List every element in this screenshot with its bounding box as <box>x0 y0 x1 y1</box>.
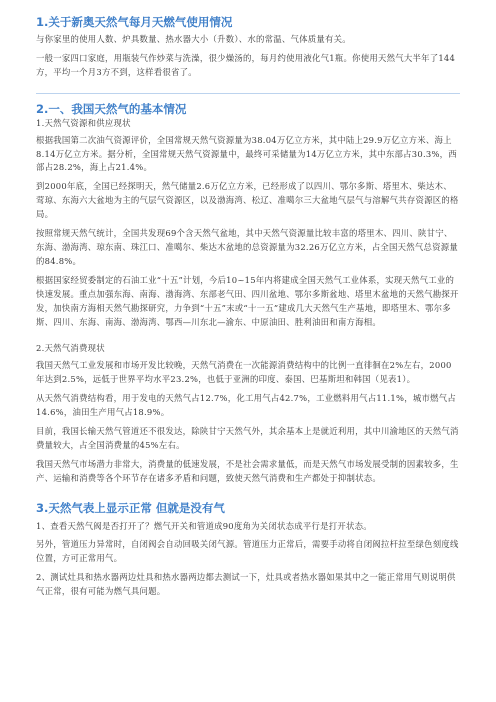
paragraph: 与你家里的使用人数、炉具数量、热水器大小（升数）、水的常温、气体质量有关。 <box>36 34 351 44</box>
subsection-title: 2.天然气消费现状 <box>36 343 105 354</box>
paragraph: 按照常规天然气统计，全国共发现69个含天然气盆地，其中天然气资源量比较丰富的塔里木、四川、陕甘宁、东海、渤海湾、琼东南、珠江口、准噶尔、柴达木盆地的总资源量为32.26万亿立方米，占全国天然气总资源量的84.8%。 <box>36 228 458 266</box>
paragraph: 到2000年底，全国已经探明天，然气储量2.6万亿立方米，已经形成了以四川、鄂尔多斯、塔里木、柴达木、莺琼、东海六大盆地为主的气层气资源区，以及渤海湾、松辽、准噶尔三大盆地气层气与溶解气共存资源区的格局。 <box>36 181 459 220</box>
paragraph: 另外，管道压力异常时，自闭阀会自动回吸关闭气源。管道压力正常后，需要手动将自闭阀拉杆拉至绿色刻度线位置，方可正常用气。 <box>36 539 459 564</box>
paragraph: 我国天然气工业发展和市场开发比较晚，天然气消费在一次能源消费结构中的比例一直徘徊在2%左右，2000年达到2.5%，远低于世界平均水平23.2%，也低于亚洲的印度、泰国、巴基斯坦和韩国（见表1）。 <box>36 360 452 385</box>
section-divider <box>36 93 460 94</box>
paragraph: 从天然气消费结构看，用于发电的天然气占12.7%，化工用气占42.7%，工业燃料用气占11.1%，城市燃气占14.6%，油田生产用气占18.9%。 <box>36 393 456 418</box>
section-heading-2: 2.一、我国天然气的基本情况 <box>36 101 187 116</box>
paragraph: 2、测试灶具和热水器两边灶具和热水器两边都去测试一下，灶具或者热水器如果其中之一能正常用气则说明供气正常，很有可能为燃气具问题。 <box>36 572 456 597</box>
paragraph: 根据我国第二次油气资源评价，全国常规天然气资源量为38.04万亿立方米，其中陆上29.9万亿立方米、海上8.14万亿立方米。据分析，全国常规天然气资源量中，最终可采储量为14万亿立方米，其中东部占30.3%，西部占28.2%，海上占21.4%。 <box>36 134 457 173</box>
paragraph: 1、查看天然气阀是否打开了？燃气开关和管道成90度角为关闭状态成平行是打开状态。 <box>36 520 372 531</box>
paragraph: 目前，我国长输天然气管道还不很发达，除陕甘宁天然气外，其余基本上是就近利用，其中川渝地区的天然气消费量较大，占全国消费量的45%左右。 <box>36 425 459 450</box>
section-heading-1: 1.关于新奥天然气每月天燃气使用情况 <box>36 15 233 29</box>
paragraph: 一般一家四口家庭，用瓶装气作炒菜与洗澡，很少燥汤的，每月约使用液化气1瓶。你使用天然气大半年了144方，平均一个月3方不到，这样看很省了。 <box>36 52 456 77</box>
section-heading-3: 3.天然气表上显示正常 但就是没有气 <box>36 500 225 515</box>
paragraph: 我国天然气市场潜力非常大，消费量的低速发展，不是社会需求量低，而是天然气市场发展受制的因素较多，生产、运输和消费等各个环节存在诸多矛盾和问题，致使天然气消费和生产都处于抑制状态。 <box>36 458 459 483</box>
subsection-title: 1.天然气资源和供应现状 <box>36 117 131 128</box>
paragraph: 根据国家经贸委制定的石油工业“十五”计划，今后10~15年内将建成全国天然气工业体系，实现天然气工业的快速发展。重点加强东海、南海、渤海湾、东部老气田、四川盆地、鄂尔多斯盆地、塔里木盆地的天然气勘探开发，加快南方海相天然气勘探研究，力争到“十五”末或“十一五”建成几大天然气生产基地，即塔里木、鄂尔多斯、四川、东海、南海、渤海湾、鄂西—川东北—渝东、中原油田、胜利油田和南方海相。 <box>36 274 459 327</box>
